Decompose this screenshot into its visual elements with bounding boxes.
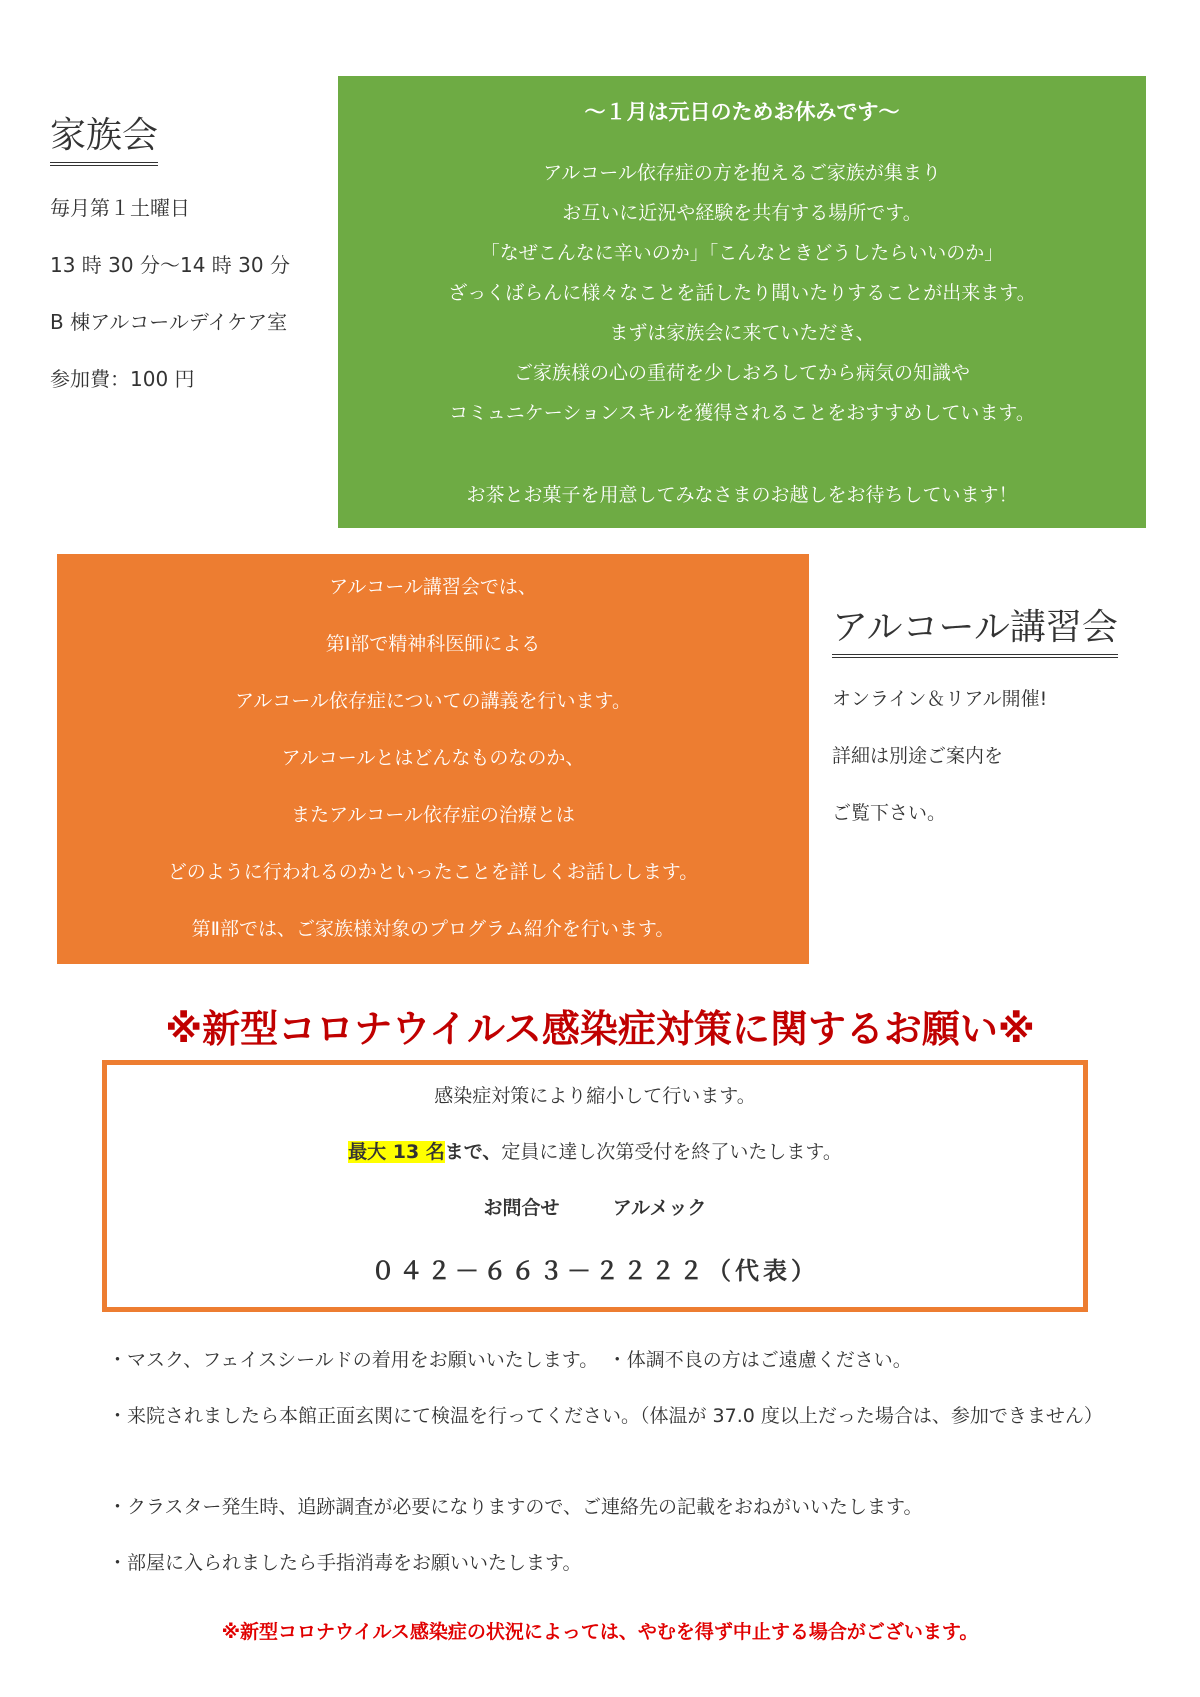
family-time: 13 時 30 分～14 時 30 分 [50, 253, 290, 277]
family-description-box [338, 76, 1146, 528]
family-fee: 参加費：100 円 [50, 367, 195, 391]
capacity-bold: まで、 [444, 1141, 502, 1163]
seminar-detail: ご覧下さい。 [832, 802, 947, 824]
seminar-line: アルコール依存症についての講義を行います。 [235, 690, 631, 712]
corona-title: ※新型コロナウイルス感染症対策に関するお願い※ [165, 1007, 1035, 1051]
description-line: お互いに近況や経験を共有する場所です。 [562, 202, 922, 224]
seminar-line: 第Ⅱ部では、ご家族様対象のプログラム紹介を行います。 [191, 918, 675, 940]
contact-label: お問合せ [483, 1197, 560, 1219]
seminar-line: どのように行われるのかといったことを詳しくお話しします。 [167, 861, 699, 883]
capacity-highlight: 最大 13 名 [348, 1141, 445, 1163]
family-schedule: 毎月第１土曜日 [50, 196, 190, 220]
seminar-detail: 詳細は別途ご案内を [832, 745, 1004, 767]
seminar-line: アルコール講習会では、 [329, 576, 537, 598]
bullet-item: ・部屋に入られましたら手指消毒をお願いいたします。 [108, 1552, 582, 1574]
bullet-item: ・クラスター発生時、追跡調査が必要になりますので、ご連絡先の記載をおねがいいたします。 [108, 1496, 923, 1518]
capacity-rest: 定員に達し次第受付を終了いたします。 [501, 1141, 842, 1163]
seminar-line: またアルコール依存症の治療とは [291, 804, 575, 826]
seminar-title: アルコール講習会 [832, 608, 1118, 658]
description-line: お茶とお菓子を用意してみなさまのお越しをお待ちしています！ [466, 484, 1018, 506]
capacity-line [107, 1137, 1083, 1164]
seminar-line: 第Ⅰ部で精神科医師による [325, 633, 541, 655]
notice-box [102, 1060, 1088, 1312]
bullet-item: ・マスク、フェイスシールドの着用をお願いいたします。 ・体調不良の方はご遠慮ください。 [108, 1349, 912, 1371]
description-line: ざっくばらんに様々なことを話したり聞いたりすることが出来ます。 [448, 282, 1036, 304]
description-line: ご家族様の心の重荷を少しおろしてから病気の知識や [513, 362, 970, 384]
phone-number[interactable]: ０４２－６６３－２２２２（代表） [371, 1257, 819, 1285]
seminar-section [832, 608, 1118, 658]
description-line: まずは家族会に来ていただき、 [609, 322, 875, 344]
description-line: 「なぜこんなに辛いのか」「こんなときどうしたらいいのか」 [480, 242, 1004, 264]
description-line: コミュニケーションスキルを獲得されることをおすすめしています。 [449, 402, 1035, 424]
family-title: 家族会 [50, 116, 158, 166]
family-section [50, 116, 158, 166]
contact-line [107, 1193, 1083, 1220]
notice-line: 感染症対策により縮小して行います。 [434, 1085, 756, 1107]
description-line: アルコール依存症の方を抱えるご家族が集まり [543, 162, 941, 184]
footer-warning: ※新型コロナウイルス感染症の状況によっては、やむを得ず中止する場合がございます。 [221, 1621, 979, 1643]
family-place: B 棟アルコールデイケア室 [50, 310, 288, 334]
holiday-notice: ～１月は元日のためお休みです～ [584, 100, 900, 124]
bullet-item: ・来院されましたら本館正面玄関にて検温を行ってください。（体温が 37.0 度以上だった場合は、参加できません） [108, 1405, 1103, 1427]
contact-name: アルメック [612, 1197, 707, 1219]
seminar-description-box [57, 554, 809, 964]
seminar-format: オンライン＆リアル開催! [832, 688, 1048, 710]
seminar-line: アルコールとはどんなものなのか、 [281, 747, 585, 769]
